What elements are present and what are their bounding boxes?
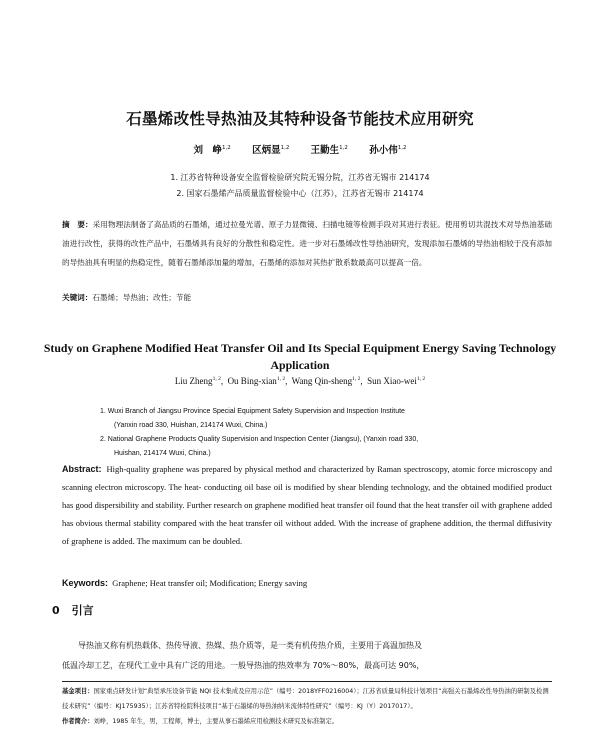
abstract-cn-label: 摘 要： [62,220,93,229]
paper-title-en: Study on Graphene Modified Heat Transfer Oil and Its Special Equipment Energy Saving Technology Application [43,341,557,372]
author-en: Liu Zheng$^{1, 2}$ [174,376,221,386]
footnote-author: 作者简介：刘峥，1985 年生，男，工程师，博士，主要从事石墨烯应用检测技术研究及标准制定。 [62,718,339,725]
author-cn: 区炳显$^{1,2}$ [252,144,290,156]
keywords-cn-text: 石墨烯；导热油；改性；节能 [92,293,192,302]
affiliation-en-2: 2. National Graphene Products Quality Supervision and Inspection Center (Jiangsu), (Yanxin road 330, Huishan, 214174 Wuxi, China.) [100,436,419,457]
author-list-en: Liu Zheng$^{1, 2}$, Ou Bing-xian$^{1, 2}$, Wang Qin-sheng$^{1, 2}$, Sun Xiao-wei$^{1, 2}$ [174,376,426,386]
footnote-fund: 基金项目：国家重点研发计划“典型承压设备节能 NQI 技术集成及应用示范”（编号：2018YFF0216004）；江苏省质量局科技计划项目“高强关石墨烯改性导热油的研制及检测技术研究”（编号：KJ175935）；江苏省特检院科技项目“基于石墨烯的导热油纳米流体特性研究”（编号：KJ（Y）2017017）。 [62,688,549,710]
affiliation-cn-1: 1. 江苏省特种设备安全监督检验研究院无锡分院，江苏省无锡市 214174 [170,173,430,182]
intro-line: 导热油又称有机热载体、热传导液、热媒、热介质等，是一类有机传热介质，主要用于高温加热及 [78,641,422,650]
intro-paragraph [62,636,552,676]
footnote-divider [62,681,552,682]
author-list-cn [0,142,600,156]
affiliation-en-1: 1. Wuxi Branch of Jiangsu Province Special Equipment Safety Supervision and Inspection Institute (Yanxin road 330, Huishan, 214174 Wuxi, China.) [100,408,405,429]
author-cn: 刘 峥$^{1,2}$ [193,144,231,156]
intro-line: 低温冷却工艺，在现代工业中具有广泛的用途。一般导热油的热效率为 70%～80%，最高可达 90%， [62,661,425,670]
keywords-en [62,578,552,588]
keywords-cn [62,292,552,303]
section-heading-intro [52,602,94,618]
author-cn: 王勤生$^{1,2}$ [310,144,348,156]
affiliation-cn-2: 2. 国家石墨烯产品质量监督检验中心（江苏），江苏省无锡市 214174 [176,189,424,198]
paper-title-cn: 石墨烯改性导热油及其特种设备节能技术应用研究 [126,110,474,128]
author-cn: 孙小伟$^{1,2}$ [369,144,407,156]
footnotes [62,684,552,729]
keywords-en-label: Keywords: [62,578,109,588]
abstract-cn-text: 采用物理法制备了高品质的石墨烯，通过拉曼光谱、原子力显微镜、扫描电镜等检测手段对其进行表征。使用剪切共混技术对导热油基础油进行改性，获得的改性产品中，石墨烯具有良好的分散性和稳定性。进一步对石墨烯改性导热油研究，发现添加石墨烯的导热油相较于没有添加的导热油具有明显的热稳定性，随着石墨烯添加量的增加，石墨烯的添加对其热扩散系数最高可以提高一倍。 [62,220,553,267]
author-en: Sun Xiao-wei$^{1, 2}$ [367,376,426,386]
abstract-en [62,460,552,550]
abstract-cn [62,215,552,272]
author-en: Wang Qin-sheng$^{1, 2}$ [291,376,361,386]
keywords-cn-label: 关键词： [62,293,93,302]
section-number: 0 [52,604,60,617]
section-title: 引言 [71,604,94,617]
keywords-en-text: Graphene; Heat transfer oil; Modification; Energy saving [112,578,308,588]
abstract-en-text: High-quality graphene was prepared by physical method and characterized by Raman spectroscopy, atomic force microscopy and scanning electron microscopy. The heat- conducting oil base oil is modified by shear blending technology, and the obtained modified product has good dispersibility and stability. Further research on graphene modified heat transfer oil found that the heat transfer oil with graphene added has obvious thermal stability compared with the heat transfer oil without added. With the increase of graphene addition, the thermal diffusivity of graphene is added. The maximum can be doubled. [62,464,553,546]
author-en: Ou Bing-xian$^{1, 2}$ [227,376,286,386]
abstract-en-label: Abstract: [62,464,102,474]
